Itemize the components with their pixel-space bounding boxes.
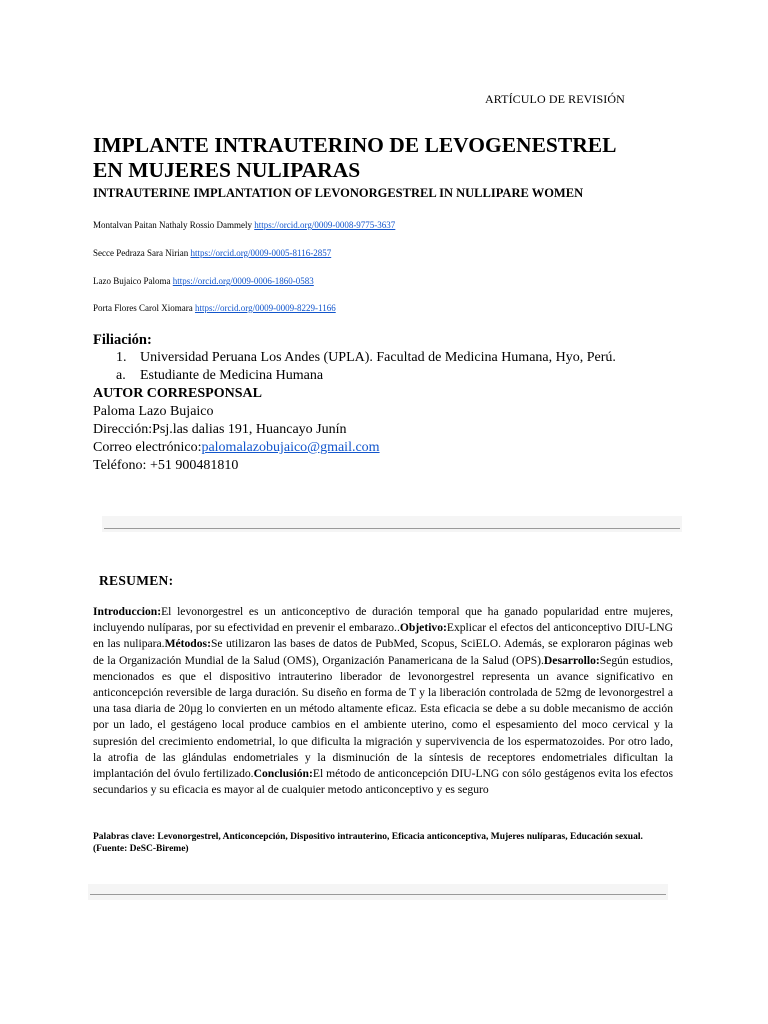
orcid-link[interactable]: https://orcid.org/0009-0009-8229-1166 <box>194 303 336 313</box>
conclusion-text: El método de anticoncepción DIU-LNG con sólo gestágenos evita los efectos secundarios y su eficacia es mayor al de cualquier metodo anticonceptivo y es seguro <box>93 767 673 797</box>
title-line-2: EN MUJERES NULIPARAS <box>93 158 361 182</box>
methods-text: Se utilizaron las bases de datos de PubMed, Scopus, SciELO. Además, se exploraron páginas web de la Organización Mundial de la Salud (OMS), Organización Panamericana de la Salud (OPS). <box>93 637 673 667</box>
author-name: Lazo Bujaico Paloma <box>93 276 171 286</box>
orcid-link[interactable]: https://orcid.org/0009-0006-1860-0583 <box>172 276 314 286</box>
separator-line <box>90 894 666 895</box>
affiliation-text: Universidad Peruana Los Andes (UPLA). Facultad de Medicina Humana, Hyo, Perú. <box>140 350 616 365</box>
corresponding-phone: Teléfono: +51 900481810 <box>93 458 239 473</box>
author-name: Montalvan Paitan Nathaly Rossio Dammely <box>93 220 252 230</box>
author-name: Secce Pedraza Sara Nirian <box>93 248 189 258</box>
corresponding-email-row <box>93 439 713 457</box>
objective-label: Objetivo: <box>399 621 447 635</box>
author-entry <box>93 276 314 286</box>
keywords: Palabras clave: Levonorgestrel, Anticoncepción, Dispositivo intrauterino, Eficacia anticonceptiva, Mujeres nulíparas, Educación sexual.(Fuente: DeSC-Bireme) <box>93 832 643 854</box>
author-entry <box>93 248 331 258</box>
abstract-body <box>93 604 673 798</box>
affiliation-text: Estudiante de Medicina Humana <box>140 368 324 383</box>
email-label: Correo electrónico: <box>93 440 202 455</box>
affiliation-item <box>93 349 713 367</box>
intro-label: Introduccion: <box>93 605 162 618</box>
separator-box <box>88 884 668 900</box>
separator-box <box>102 516 682 532</box>
corresponding-address: Dirección:Psj.las dalias 191, Huancayo Junín <box>93 422 347 437</box>
development-text: Según estudios, mencionados es que el dispositivo intrauterino liberador de levonorgestrel representa un avance significativo en anticoncepción reversible de larga duración. Su diseño en forma de T y la liberación controlada de 52mg de levonorgestrel a una tasa diaria de 20µg lo convierten en un método altamente eficaz. Esta eficacia se debe a su doble mecanismo de acción por un lado, el gestágeno local produce cambios en el ambiente uterino, como el espesamiento del moco cervical y la supresión del crecimiento endometrial, lo que dificulta la migración y supervivencia de los espermatozoides. Por otro lado, la atrofia de las glándulas endometriales y la disminución de la síntesis de receptores endometriales dificultan la implantación del óvulo fertilizado. <box>93 653 673 781</box>
orcid-link[interactable]: https://orcid.org/0009-0008-9775-3637 <box>254 220 396 230</box>
affiliation-block <box>93 331 713 475</box>
paper-title <box>93 133 693 183</box>
author-entry <box>93 220 395 230</box>
paper-subtitle: INTRAUTERINE IMPLANTATION OF LEVONORGESTREL IN NULLIPARE WOMEN <box>93 186 584 200</box>
author-name: Porta Flores Carol Xiomara <box>93 303 193 313</box>
title-line-1: IMPLANTE INTRAUTERINO DE LEVOGENESTREL <box>93 133 617 157</box>
author-entry <box>93 303 336 313</box>
article-type: ARTÍCULO DE REVISIÓN <box>485 92 625 106</box>
objective-text: Explicar el efectos del anticonceptivo DIU-LNG en las nulipara. <box>93 621 673 651</box>
orcid-link[interactable]: https://orcid.org/0009-0005-8116-2857 <box>190 248 332 258</box>
intro-text: El levonorgestrel es un anticonceptivo de duración temporal que ha ganado popularidad entre mujeres, incluyendo nulíparas, por su efectividad en prevenir el embarazo.. <box>93 605 673 635</box>
email-link[interactable]: palomalazobujaico@gmail.com <box>201 440 380 455</box>
affiliation-item <box>93 367 713 385</box>
affiliation-label: Filiación: <box>93 332 152 348</box>
list-marker: 1. <box>116 350 127 365</box>
conclusion-label: Conclusión: <box>253 767 313 781</box>
corresponding-name: Paloma Lazo Bujaico <box>93 404 214 419</box>
development-label: Desarrollo: <box>543 653 600 667</box>
separator-line <box>104 528 680 529</box>
list-marker: a. <box>116 368 126 383</box>
abstract-heading: RESUMEN: <box>99 573 174 588</box>
corresponding-label: AUTOR CORRESPONSAL <box>93 386 262 401</box>
methods-label: Métodos: <box>164 637 211 651</box>
